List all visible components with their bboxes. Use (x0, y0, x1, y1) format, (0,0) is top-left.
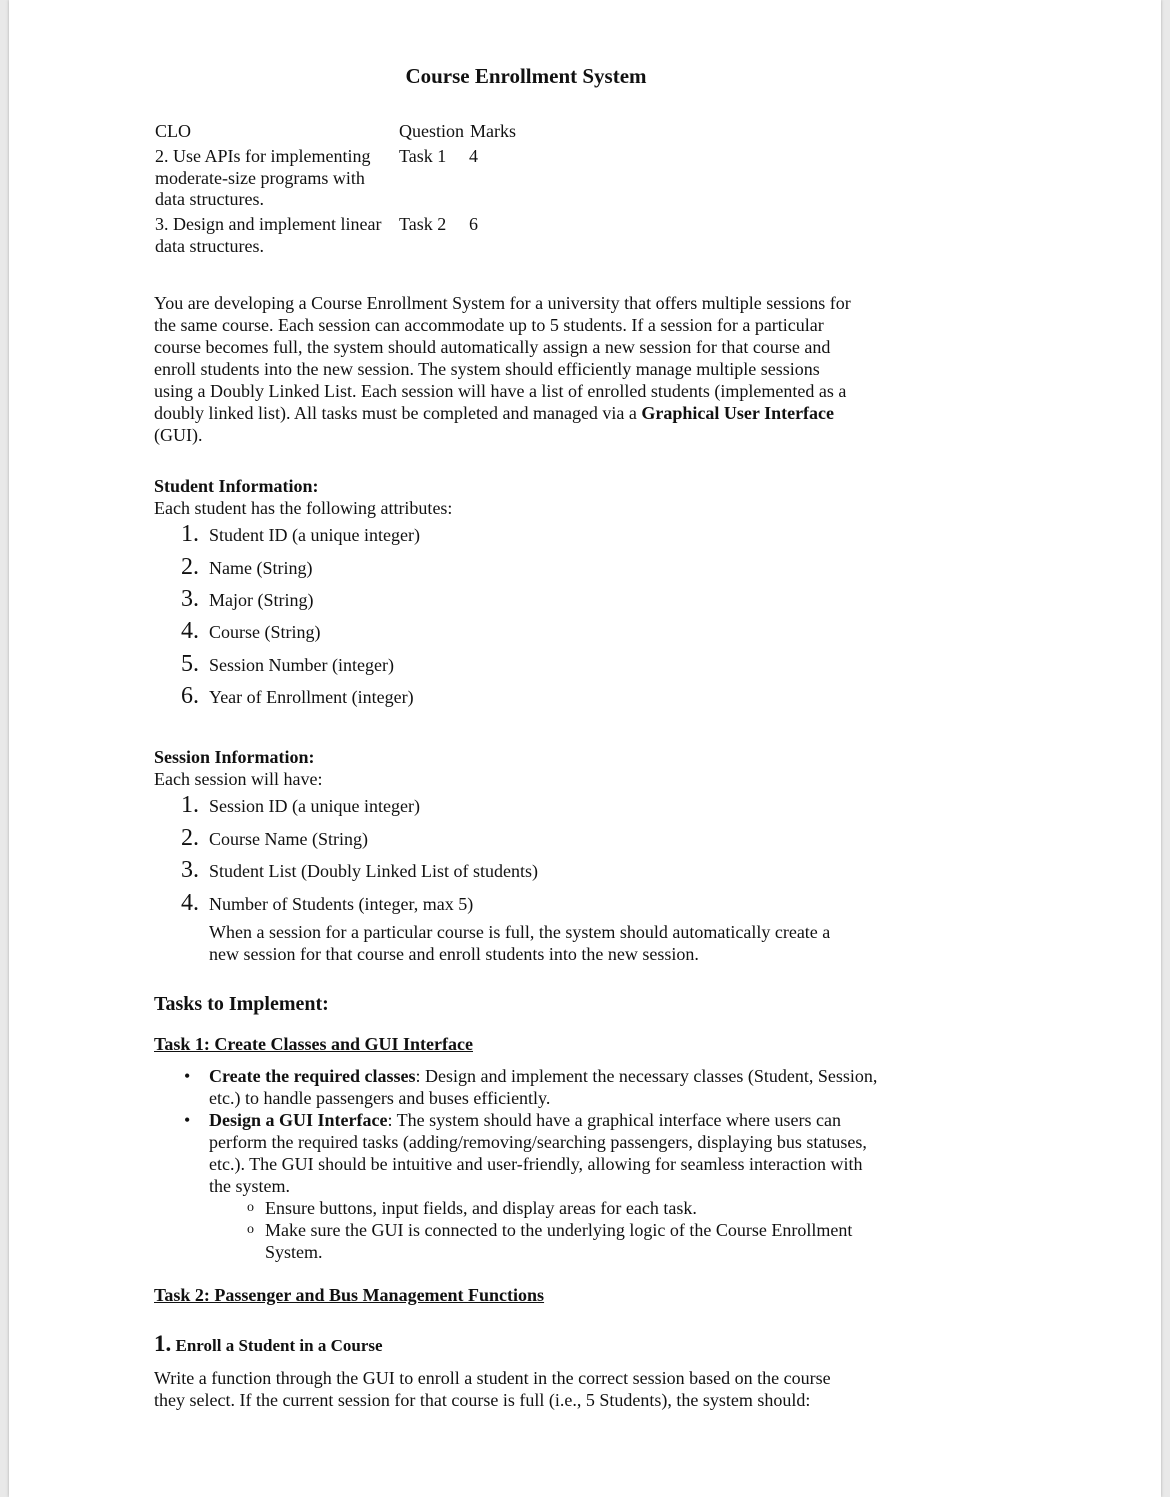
subheading-number: 1. (154, 1331, 172, 1356)
task2-line: Write a function through the GUI to enroll a student in the correct session based on the course (154, 1368, 831, 1388)
bullet-text: Ensure buttons, input fields, and display areas for each task. (265, 1198, 697, 1218)
clo-row1-line1: 2. Use APIs for implementing (155, 146, 371, 166)
list-item (181, 1197, 881, 1219)
intro-line: the same course. Each session can accommodate up to 5 students. If a session for a particular (154, 315, 824, 335)
bullet-text: : The system should have a graphical interface where users can perform the required tasks (adding/removing/searching passengers, displaying bus statuses, etc.). The GUI should be intuitive and user-friendly, allowing for seamless interaction with the system. (209, 1110, 867, 1196)
task1-heading: Task 1: Create Classes and GUI Interface (154, 1034, 473, 1054)
bullet-icon: • (184, 1110, 191, 1130)
list-item (181, 1109, 881, 1197)
task2-line: they select. If the current session for that course is full (i.e., 5 Students), the system should: (154, 1390, 811, 1410)
list-number: 6. (181, 683, 199, 709)
intro-line (154, 402, 894, 424)
clo-row2-line1: 3. Design and implement linear (155, 214, 382, 234)
clo-row1-question: Task 1 (399, 146, 447, 166)
bullet-bold: Design a GUI Interface (209, 1110, 388, 1130)
list-text: Student ID (a unique integer) (209, 525, 420, 545)
session-note (209, 921, 830, 965)
bullet-bold: Create the required classes (209, 1066, 416, 1086)
list-text: Session ID (a unique integer) (209, 796, 420, 816)
list-text: Number of Students (integer, max 5) (209, 894, 474, 914)
list-item (181, 683, 414, 710)
clo-row2-line2: data structures. (155, 236, 264, 256)
bullet-icon: • (184, 1066, 191, 1086)
list-text: Course (String) (209, 622, 321, 642)
intro-bold-gui: Graphical User Interface (641, 403, 835, 423)
list-number: 4. (181, 890, 199, 916)
bullet-text: Make sure the GUI is connected to the underlying logic of the Course Enrollment System. (265, 1220, 853, 1262)
list-number: 3. (181, 586, 199, 612)
intro-paragraph (154, 292, 894, 446)
clo-row1-marks: 4 (469, 146, 478, 166)
student-info-subheading: Each student has the following attributes: (154, 498, 453, 518)
list-text: Year of Enrollment (integer) (209, 687, 414, 707)
list-number: 1. (181, 792, 199, 818)
list-item (181, 1219, 881, 1263)
intro-line: using a Doubly Linked List. Each session will have a list of enrolled students (implemented as a (154, 381, 847, 401)
session-note-line: When a session for a particular course is full, the system should automatically create a (209, 922, 831, 942)
list-item (181, 554, 312, 581)
clo-header: CLO (155, 121, 191, 141)
list-item (181, 651, 394, 678)
clo-row2-marks: 6 (469, 214, 478, 234)
document-page (9, 0, 1161, 1497)
student-info-heading: Student Information: (154, 476, 319, 496)
list-item (181, 890, 473, 917)
list-text: Major (String) (209, 590, 314, 610)
marks-header: Marks (470, 121, 516, 141)
list-item (181, 1065, 881, 1109)
bullet-text: : Design and implement the necessary classes (Student, Session, etc.) to handle passengers and buses efficiently. (209, 1066, 878, 1108)
list-text: Course Name (String) (209, 829, 368, 849)
intro-line: course becomes full, the system should automatically assign a new session for that course and (154, 337, 831, 357)
list-number: 1. (181, 521, 199, 547)
list-item (181, 618, 321, 645)
circle-bullet-icon: o (247, 1222, 254, 1237)
intro-line: (GUI). (154, 425, 203, 445)
tasks-heading: Tasks to Implement: (154, 993, 329, 1015)
clo-row2-question: Task 2 (399, 214, 447, 234)
list-item (181, 792, 420, 819)
list-number: 4. (181, 618, 199, 644)
list-item (181, 586, 313, 613)
clo-row1-line2: moderate-size programs with (155, 168, 365, 188)
question-header: Question (399, 121, 464, 141)
list-number: 5. (181, 651, 199, 677)
task2-subheading (154, 1331, 383, 1357)
clo-row1-line3: data structures. (155, 189, 264, 209)
list-text: Student List (Doubly Linked List of students) (209, 861, 538, 881)
list-item (181, 857, 538, 884)
list-text: Session Number (integer) (209, 655, 394, 675)
task1-bullets (181, 1065, 881, 1263)
circle-bullet-icon: o (247, 1200, 254, 1215)
list-item (181, 825, 368, 852)
list-item (181, 521, 420, 548)
list-text: Name (String) (209, 558, 313, 578)
session-note-line: new session for that course and enroll students into the new session. (209, 944, 699, 964)
list-number: 3. (181, 857, 199, 883)
list-number: 2. (181, 825, 199, 851)
intro-line: enroll students into the new session. The system should efficiently manage multiple sessions (154, 359, 820, 379)
intro-line-text: doubly linked list). All tasks must be completed and managed via a (154, 403, 642, 423)
task2-paragraph (154, 1367, 914, 1411)
intro-line: You are developing a Course Enrollment System for a university that offers multiple sessions for (154, 293, 851, 313)
session-info-heading: Session Information: (154, 747, 315, 767)
list-number: 2. (181, 554, 199, 580)
task2-heading: Task 2: Passenger and Bus Management Functions (154, 1285, 545, 1305)
subheading-text: Enroll a Student in a Course (175, 1336, 383, 1355)
session-info-subheading: Each session will have: (154, 769, 323, 789)
document-title: Course Enrollment System (405, 64, 647, 88)
